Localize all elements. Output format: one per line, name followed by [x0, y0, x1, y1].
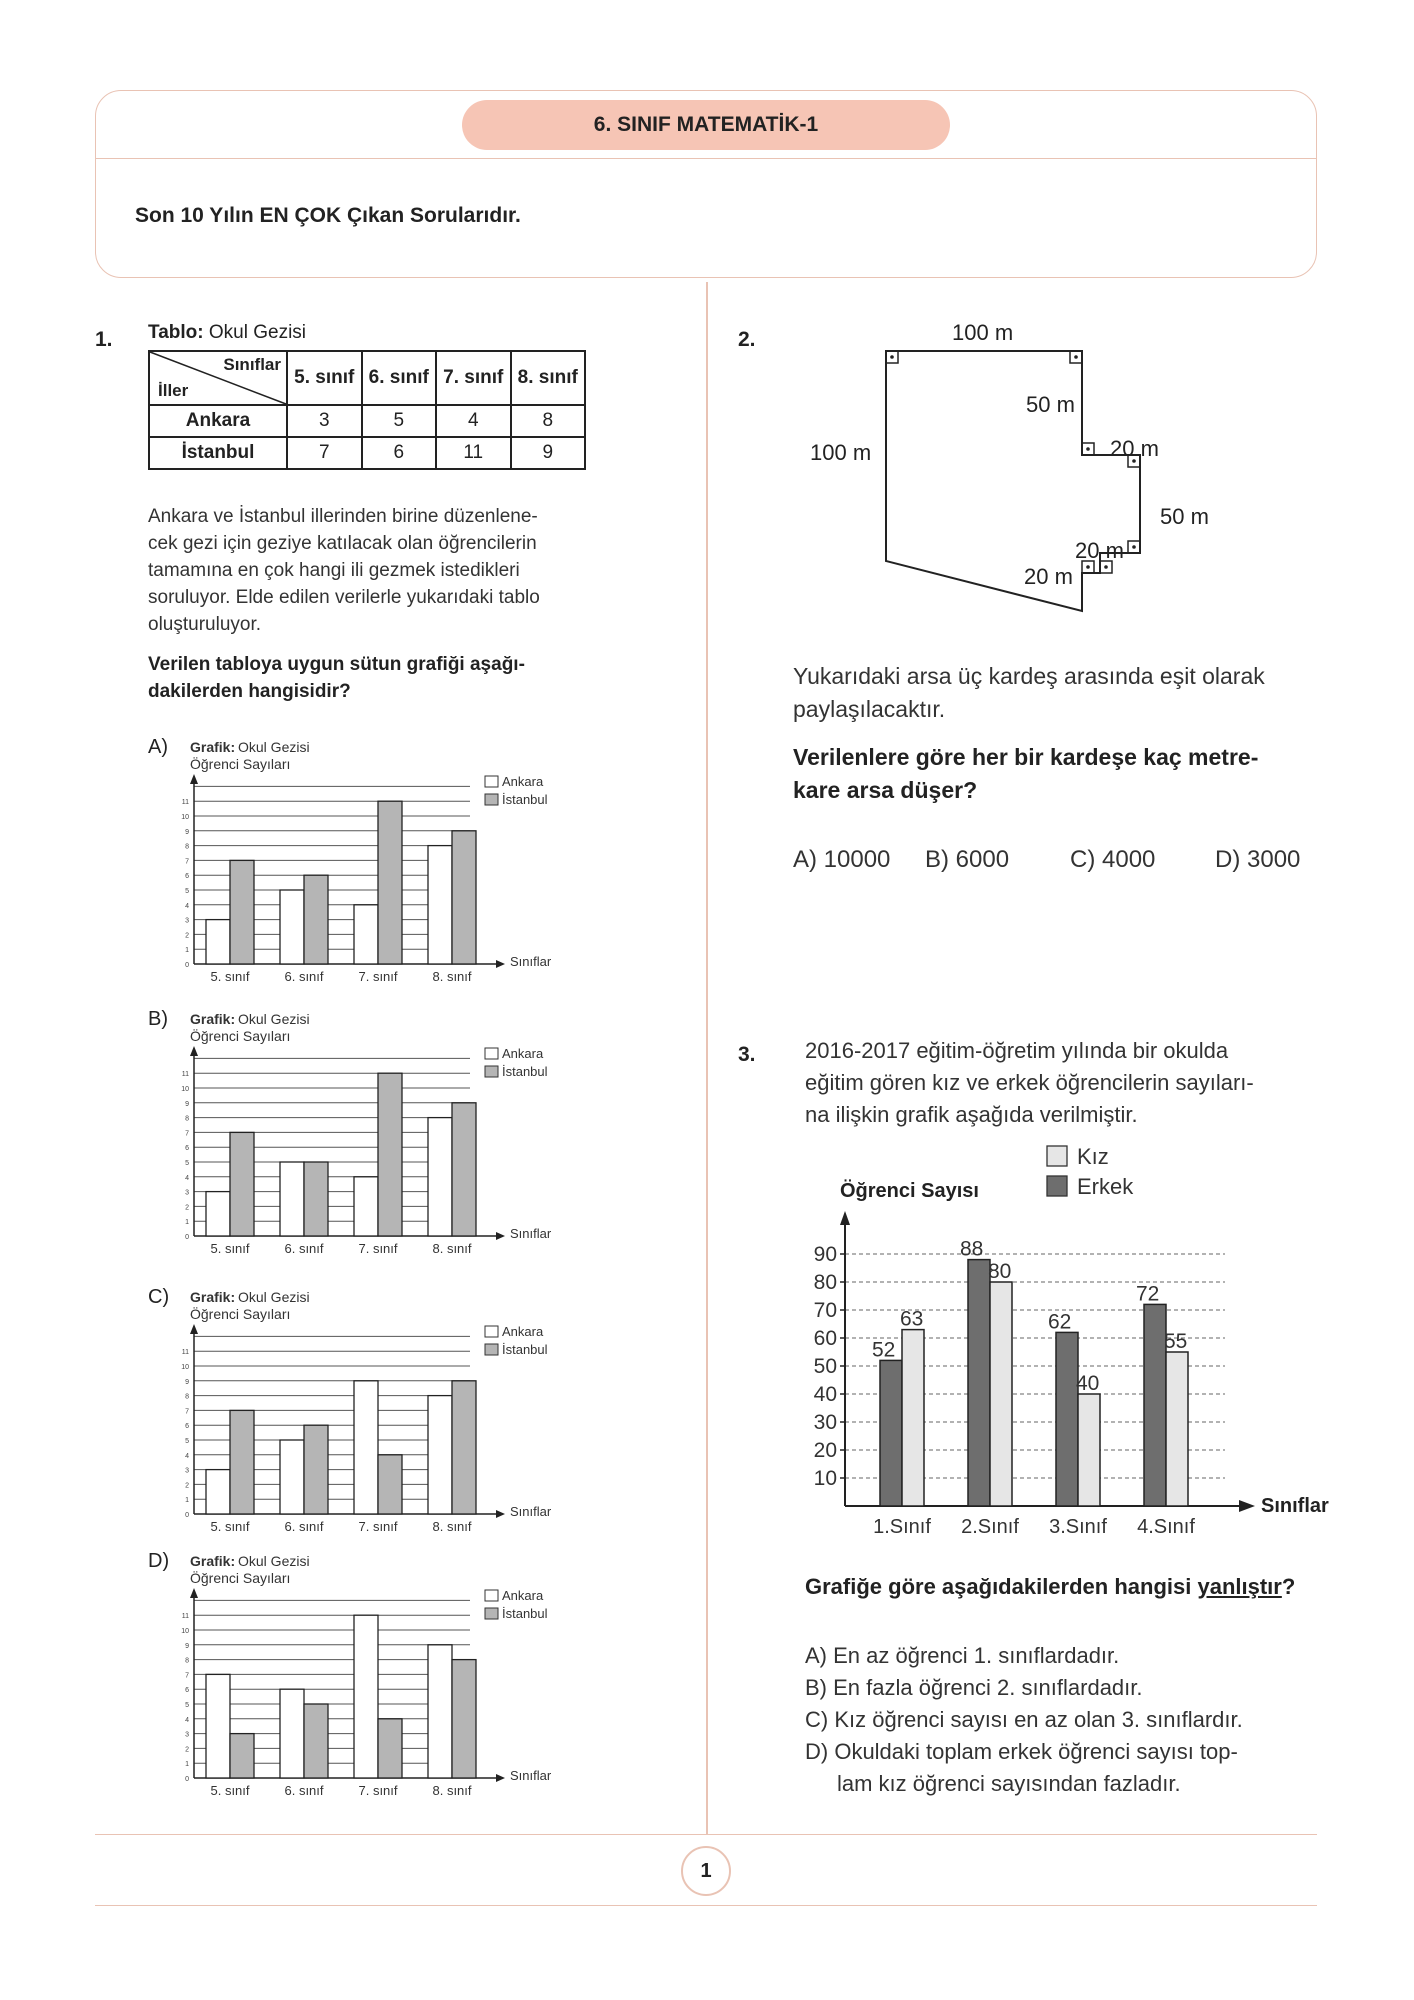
y-tick-label: 60: [813, 1327, 837, 1350]
bar-istanbul: [452, 1381, 476, 1514]
q1-option-graph: [180, 1278, 580, 1540]
bar-erkek: [968, 1260, 990, 1506]
corner-label-top: Sınıflar: [223, 355, 281, 374]
q3-paragraph: [805, 1035, 1325, 1131]
y-tick-label: 20: [813, 1439, 837, 1462]
column-divider: [706, 282, 708, 1834]
bar-ankara: [428, 1645, 452, 1778]
x-tick-label: 7. sınıf: [358, 1519, 398, 1534]
graph-title: Okul Gezisi: [238, 1289, 310, 1305]
x-axis-arrow: [496, 1510, 505, 1518]
bar-ankara: [280, 1689, 304, 1778]
y-tick-label: 80: [813, 1271, 837, 1294]
graph-ylabel: Öğrenci Sayıları: [190, 1570, 291, 1586]
q3-option-b[interactable]: B) En fazla öğrenci 2. sınıflardadır.: [805, 1675, 1143, 1700]
bar-istanbul: [304, 1162, 328, 1236]
table-corner-cell: [149, 351, 287, 405]
bar-ankara: [206, 1674, 230, 1778]
x-tick-label: 7. sınıf: [358, 1783, 398, 1798]
q1-number: 1.: [95, 328, 113, 351]
text-line: cek gezi için geziye katılacak olan öğrencilerin: [148, 533, 537, 554]
legend-swatch-istanbul: [485, 1608, 498, 1619]
text-line: kare arsa düşer?: [793, 777, 978, 803]
graph-ylabel: Öğrenci Sayıları: [190, 756, 291, 772]
y-tick-label: 4: [185, 1716, 189, 1724]
y-tick-label: 7: [185, 1130, 189, 1138]
dim-step1: 20 m: [1110, 436, 1159, 461]
y-tick-label: 6: [185, 1145, 189, 1153]
text-line: eğitim gören kız ve erkek öğrencilerin sayıları-: [805, 1070, 1254, 1095]
bar-istanbul: [304, 875, 328, 964]
bar-istanbul: [378, 1719, 402, 1778]
graph-label: Grafik:: [190, 1289, 236, 1305]
bar-istanbul: [230, 1734, 254, 1778]
legend-swatch-ankara: [485, 1048, 498, 1059]
footer-line: [95, 1834, 1317, 1835]
legend-label: İstanbul: [502, 1606, 548, 1621]
footer-line: [95, 1905, 1317, 1906]
q3-bar-chart: [800, 1135, 1329, 1540]
y-tick-label: 5: [185, 1160, 189, 1167]
x-tick-label: 2.Sınıf: [961, 1516, 1019, 1538]
x-tick-label: 4.Sınıf: [1137, 1516, 1195, 1538]
bar-kiz: [902, 1330, 924, 1506]
y-tick-label: 11: [181, 1349, 189, 1357]
graph-ylabel: Öğrenci Sayıları: [190, 1028, 291, 1044]
dim-left: 100 m: [810, 440, 872, 465]
q2-question: [793, 741, 1333, 807]
q1-option-a[interactable]: A): [148, 736, 168, 758]
data-label-kiz: 80: [988, 1260, 1012, 1283]
y-tick-label: 1: [185, 1219, 189, 1227]
bar-erkek: [1056, 1332, 1078, 1506]
x-axis-arrow: [496, 1232, 505, 1240]
data-label-kiz: 55: [1164, 1330, 1188, 1353]
y-tick-label: 7: [185, 858, 189, 866]
legend-label: Ankara: [502, 774, 544, 789]
y-tick-label: 8: [185, 843, 189, 851]
y-tick-label: 6: [185, 1687, 189, 1695]
x-axis-arrow: [1239, 1500, 1255, 1512]
data-label-erkek: 52: [872, 1338, 896, 1362]
bar-ankara: [280, 890, 304, 964]
q3-number: 3.: [738, 1043, 756, 1066]
y-tick-label: 0: [185, 1512, 189, 1519]
y-tick-label: 3: [185, 1731, 189, 1739]
table-cell: 6: [362, 437, 437, 469]
dim-step3: 20 m: [1024, 564, 1073, 589]
y-tick-label: 70: [813, 1299, 837, 1322]
q1-data-table: [148, 350, 586, 470]
table-row: [149, 437, 585, 469]
y-tick-label: 8: [185, 1115, 189, 1123]
dim-step2: 20 m: [1075, 538, 1124, 563]
text-line: 2016-2017 eğitim-öğretim yılında bir okulda: [805, 1038, 1229, 1063]
table-cell: 8: [511, 405, 586, 437]
x-tick-label: 5. sınıf: [210, 1519, 250, 1534]
question-mark: ?: [1281, 1574, 1296, 1599]
bar-erkek: [880, 1360, 902, 1506]
bar-istanbul: [230, 1410, 254, 1514]
text-line: soruluyor. Elde edilen verilerle yukarıdaki tablo: [148, 587, 540, 608]
legend-label: Ankara: [502, 1324, 544, 1339]
x-tick-label: 6. sınıf: [284, 1519, 324, 1534]
y-tick-label: 50: [813, 1355, 837, 1378]
data-label-erkek: 72: [1136, 1282, 1160, 1306]
bar-ankara: [354, 905, 378, 964]
y-tick-label: 4: [185, 1174, 189, 1182]
legend-label: Ankara: [502, 1046, 544, 1061]
table-cell: 9: [511, 437, 586, 469]
q1-option-graph: [180, 1000, 580, 1262]
legend-swatch-ankara: [485, 1590, 498, 1601]
y-tick-label: 10: [813, 1467, 837, 1490]
bar-ankara: [354, 1177, 378, 1236]
y-tick-label: 1: [185, 947, 189, 955]
table-cell: 3: [287, 405, 362, 437]
x-tick-label: 7. sınıf: [358, 1241, 398, 1256]
y-tick-label: 11: [181, 1613, 189, 1621]
y-tick-label: 9: [185, 1100, 189, 1108]
legend-label-erkek: Erkek: [1077, 1174, 1134, 1199]
q1-option-graph: [180, 728, 580, 990]
q2-option-b[interactable]: B) 6000: [925, 846, 1010, 873]
legend-swatch-kiz: [1047, 1146, 1067, 1166]
bar-ankara: [280, 1162, 304, 1236]
bar-ankara: [206, 1192, 230, 1236]
y-tick-label: 6: [185, 1423, 189, 1431]
data-label-erkek: 88: [960, 1237, 984, 1261]
bar-istanbul: [304, 1425, 328, 1514]
bar-istanbul: [304, 1704, 328, 1778]
y-tick-label: 90: [813, 1243, 837, 1266]
q2-land-diagram: [790, 315, 1250, 625]
y-tick-label: 10: [181, 1086, 189, 1093]
x-axis-title: Sınıflar: [1261, 1495, 1329, 1517]
y-tick-label: 3: [185, 1189, 189, 1197]
graph-title: Okul Gezisi: [238, 739, 310, 755]
text-line: Ankara ve İstanbul illerinden birine düzenlene-: [148, 506, 538, 527]
legend-swatch-ankara: [485, 1326, 498, 1337]
legend-label-kiz: Kız: [1077, 1144, 1109, 1169]
y-tick-label: 2: [185, 932, 189, 940]
x-axis-label: Sınıflar: [510, 954, 552, 969]
q2-option-a[interactable]: A) 10000: [793, 846, 891, 873]
q3-option-a[interactable]: A) En az öğrenci 1. sınıflardadır.: [805, 1643, 1120, 1668]
x-tick-label: 1.Sınıf: [873, 1516, 931, 1538]
bar-kiz: [1078, 1394, 1100, 1506]
bar-ankara: [206, 1470, 230, 1514]
bar-ankara: [428, 1118, 452, 1236]
bar-ankara: [428, 1396, 452, 1514]
dim-vert1: 50 m: [1026, 392, 1075, 417]
y-tick-label: 9: [185, 1642, 189, 1650]
y-tick-label: 5: [185, 1702, 189, 1709]
data-label-kiz: 63: [900, 1307, 924, 1331]
y-tick-label: 4: [185, 1452, 189, 1460]
legend-label: Ankara: [502, 1588, 544, 1603]
data-label-kiz: 40: [1076, 1372, 1100, 1395]
y-tick-label: 1: [185, 1497, 189, 1505]
legend-swatch-erkek: [1047, 1176, 1067, 1196]
legend-swatch-istanbul: [485, 1344, 498, 1355]
corner-label-bottom: İller: [158, 381, 189, 400]
bar-erkek: [1144, 1304, 1166, 1506]
text-line: na ilişkin grafik aşağıda verilmiştir.: [805, 1102, 1138, 1127]
legend-swatch-istanbul: [485, 1066, 498, 1077]
y-axis-arrow: [190, 1324, 198, 1334]
y-tick-label: 4: [185, 902, 189, 910]
q3-option-c[interactable]: C) Kız öğrenci sayısı en az olan 3. sınıflardır.: [805, 1707, 1243, 1732]
graph-title: Okul Gezisi: [238, 1553, 310, 1569]
dim-top: 100 m: [952, 320, 1014, 345]
x-tick-label: 5. sınıf: [210, 1241, 250, 1256]
x-tick-label: 8. sınıf: [432, 969, 472, 984]
x-axis-label: Sınıflar: [510, 1226, 552, 1241]
x-tick-label: 6. sınıf: [284, 1241, 324, 1256]
bar-ankara: [428, 846, 452, 964]
q2-paragraph: [793, 660, 1333, 726]
question-underlined: yanlıştır: [1197, 1574, 1282, 1599]
bar-istanbul: [378, 801, 402, 964]
graph-title: Okul Gezisi: [238, 1011, 310, 1027]
x-axis-label: Sınıflar: [510, 1504, 552, 1519]
y-tick-label: 5: [185, 888, 189, 895]
graph-label: Grafik:: [190, 1011, 236, 1027]
y-tick-label: 9: [185, 828, 189, 836]
text-line: oluşturuluyor.: [148, 614, 262, 635]
row-name: İstanbul: [149, 437, 287, 469]
bar-istanbul: [452, 831, 476, 964]
legend-label: İstanbul: [502, 1064, 548, 1079]
y-tick-label: 11: [181, 1071, 189, 1079]
q3-option-d-cont: lam kız öğrenci sayısından fazladır.: [837, 1771, 1181, 1796]
bar-ankara: [354, 1381, 378, 1514]
q1-table-label: Tablo:: [148, 322, 204, 343]
q1-question: [148, 651, 608, 705]
y-tick-label: 0: [185, 1234, 189, 1241]
bar-istanbul: [230, 1132, 254, 1236]
q1-table-title: Okul Gezisi: [208, 322, 307, 343]
y-tick-label: 10: [181, 1628, 189, 1635]
x-axis-label: Sınıflar: [510, 1768, 552, 1783]
row-name: Ankara: [149, 405, 287, 437]
y-tick-label: 5: [185, 1438, 189, 1445]
table-header-cell: 8. sınıf: [511, 351, 586, 405]
bar-ankara: [280, 1440, 304, 1514]
y-tick-label: 10: [181, 1364, 189, 1371]
q3-question: [805, 1574, 1295, 1600]
header-divider: [95, 158, 1317, 159]
y-tick-label: 7: [185, 1672, 189, 1680]
q2-option-c[interactable]: C) 4000: [1070, 846, 1156, 873]
table-header-cell: 6. sınıf: [362, 351, 437, 405]
y-tick-label: 6: [185, 873, 189, 881]
q2-option-d[interactable]: D) 3000: [1215, 846, 1301, 873]
y-tick-label: 10: [181, 814, 189, 821]
graph-label: Grafik:: [190, 1553, 236, 1569]
legend-swatch-ankara: [485, 776, 498, 787]
y-axis-title: Öğrenci Sayısı: [840, 1180, 979, 1202]
bar-kiz: [1166, 1352, 1188, 1506]
q1-option-b[interactable]: B): [148, 1008, 168, 1030]
q2-number: 2.: [738, 328, 756, 351]
y-tick-label: 40: [813, 1383, 837, 1406]
x-axis-arrow: [496, 1774, 505, 1782]
y-axis-arrow: [190, 1588, 198, 1598]
y-tick-label: 8: [185, 1657, 189, 1665]
x-tick-label: 3.Sınıf: [1049, 1516, 1107, 1538]
q3-option-d[interactable]: D) Okuldaki toplam erkek öğrenci sayısı top-: [805, 1739, 1238, 1764]
page-subtitle: Son 10 Yılın EN ÇOK Çıkan Sorularıdır.: [135, 204, 521, 227]
q1-option-d[interactable]: D): [148, 1550, 170, 1572]
bar-istanbul: [230, 860, 254, 964]
x-tick-label: 8. sınıf: [432, 1783, 472, 1798]
y-tick-label: 11: [181, 799, 189, 807]
page-title: 6. SINIF MATEMATİK-1: [462, 100, 950, 150]
y-tick-label: 1: [185, 1761, 189, 1769]
table-row: [149, 405, 585, 437]
y-tick-label: 3: [185, 1467, 189, 1475]
x-tick-label: 6. sınıf: [284, 969, 324, 984]
x-tick-label: 5. sınıf: [210, 969, 250, 984]
y-tick-label: 3: [185, 917, 189, 925]
x-axis-arrow: [496, 960, 505, 968]
text-line: dakilerden hangisidir?: [148, 681, 351, 702]
table-cell: 4: [436, 405, 511, 437]
x-tick-label: 5. sınıf: [210, 1783, 250, 1798]
q1-option-c[interactable]: C): [148, 1286, 170, 1308]
dim-vert2: 50 m: [1160, 504, 1209, 529]
y-tick-label: 0: [185, 1776, 189, 1783]
y-tick-label: 30: [813, 1411, 837, 1434]
data-label-erkek: 62: [1048, 1310, 1072, 1334]
y-tick-label: 2: [185, 1746, 189, 1754]
table-cell: 5: [362, 405, 437, 437]
y-tick-label: 9: [185, 1378, 189, 1386]
bar-istanbul: [378, 1455, 402, 1514]
q3-options: [805, 1640, 1325, 1800]
text-line: paylaşılacaktır.: [793, 696, 946, 722]
graph-label: Grafik:: [190, 739, 236, 755]
y-tick-label: 7: [185, 1408, 189, 1416]
bar-istanbul: [452, 1660, 476, 1778]
x-tick-label: 6. sınıf: [284, 1783, 324, 1798]
legend-label: İstanbul: [502, 792, 548, 807]
x-tick-label: 7. sınıf: [358, 969, 398, 984]
y-axis-arrow: [190, 774, 198, 784]
table-header-cell: 5. sınıf: [287, 351, 362, 405]
text-line: Yukarıdaki arsa üç kardeş arasında eşit olarak: [793, 663, 1265, 689]
y-tick-label: 0: [185, 962, 189, 969]
legend-swatch-istanbul: [485, 794, 498, 805]
bar-istanbul: [452, 1103, 476, 1236]
bar-kiz: [990, 1282, 1012, 1506]
graph-ylabel: Öğrenci Sayıları: [190, 1306, 291, 1322]
bar-ankara: [354, 1615, 378, 1778]
page-number: 1: [681, 1846, 731, 1896]
x-tick-label: 8. sınıf: [432, 1519, 472, 1534]
text-line: Verilenlere göre her bir kardeşe kaç metre-: [793, 744, 1259, 770]
table-header-cell: 7. sınıf: [436, 351, 511, 405]
question-text: Grafiğe göre aşağıdakilerden hangisi: [805, 1574, 1198, 1599]
table-cell: 11: [436, 437, 511, 469]
y-tick-label: 2: [185, 1482, 189, 1490]
text-line: Verilen tabloya uygun sütun grafiği aşağı-: [148, 654, 525, 675]
x-tick-label: 8. sınıf: [432, 1241, 472, 1256]
y-axis-arrow: [190, 1046, 198, 1056]
bar-ankara: [206, 920, 230, 964]
table-cell: 7: [287, 437, 362, 469]
q1-paragraph: [148, 503, 608, 638]
y-axis-arrow: [840, 1211, 850, 1225]
y-tick-label: 8: [185, 1393, 189, 1401]
bar-istanbul: [378, 1073, 402, 1236]
q1-option-graph: [180, 1542, 580, 1804]
legend-label: İstanbul: [502, 1342, 548, 1357]
text-line: tamamına en çok hangi ili gezmek istedikleri: [148, 560, 520, 581]
y-tick-label: 2: [185, 1204, 189, 1212]
q1-table-caption: [148, 322, 306, 344]
